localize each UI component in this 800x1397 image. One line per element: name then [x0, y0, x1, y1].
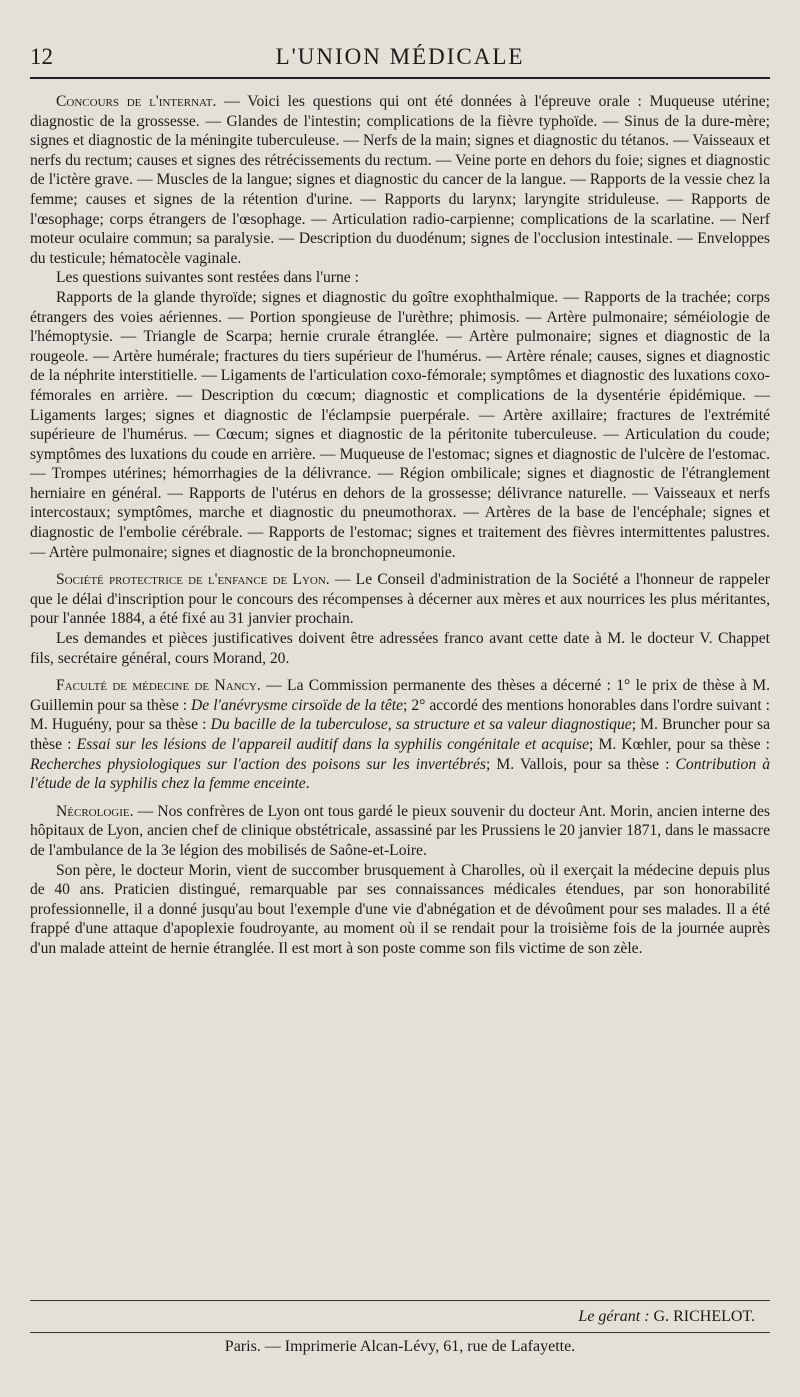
page-number: 12 — [30, 44, 53, 69]
thesis-title: De l'anévrysme cirsoïde de la tête — [191, 696, 404, 714]
paragraph-text: ; M. Vallois, pour sa thèse : — [485, 755, 676, 773]
paragraph-questions-intro: Les questions suivantes sont restées dans l'urne : — [56, 269, 359, 287]
paragraph-text: — La Commission permanente des thèses a décerné : 1° le prix de thèse à M. Guillemin pour sa thèse : — [30, 677, 771, 714]
paragraph-morin-pere: Son père, le docteur Morin, vient de succomber brusquement à Charolles, où il exerçait la médecine depuis plus de 40 ans. Praticien distingué, remarquable par ses connaissances médicales étendues, par son honorabilité professionnelle, il a donné jusqu'au bout l'exemple d'une vie d'abnégation et de dévoûment pour ses malades. Il a été frappé d'une attaque d'apoplexie foudroyante, au moment où il se rendait pour la troisième fois de la journée auprès d'un malade atteint de hernie étranglée. Il est mort à son poste comme son fils victime de son zèle. — [30, 861, 770, 957]
gerant-label: Le gérant : — [578, 1308, 650, 1325]
page-header — [30, 44, 770, 74]
footer-rule — [30, 1332, 770, 1333]
printer-imprint: Paris. — Imprimerie Alcan-Lévy, 61, rue de Lafayette. — [224, 1338, 576, 1355]
paragraph-text: ; 2° accordé des mentions honorables dans l'ordre suivant : M. Huguény, pour sa thèse : — [30, 696, 770, 734]
paragraph-concours-internat — [30, 92, 770, 268]
thesis-title: Essai sur les lésions de l'appareil auditif dans la syphilis congénitale et acquise — [76, 736, 590, 753]
gerant-name: G. RICHELOT. — [653, 1308, 755, 1325]
paragraph-demandes: Les demandes et pièces justificatives doivent être adressées franco avant cette date à M. le docteur V. Chappet fils, secrétaire général, cours Morand, 20. — [30, 630, 770, 667]
gerant-signature — [578, 1308, 755, 1326]
paragraph-text: — Nos confrères de Lyon ont tous gardé le pieux souvenir du docteur Ant. Morin, ancien interne des hôpitaux de Lyon, ancien chef de clinique obstétricale, assassiné par les Prussiens le 20 janvier 1871, dans le massacre de l'ambulance de la 3e légion des mobilisés de Saône-et-Loire. — [30, 802, 770, 859]
thesis-title: Recherches physiologiques sur l'action des poisons sur les invertébrés — [30, 755, 486, 773]
section-heading-necrologie: Nécrologie. — [56, 802, 134, 820]
paragraph-text: — Voici les questions qui ont été données à l'épreuve orale : Muqueuse utérine; diagnostic de la grossesse. — Glandes de l'intestin; complications de la fièvre typhoïde. — Sinus de la dure-mère; signes et diagnostic de la méningite tuberculeuse. — Nerfs de la main; signes et diagnostic du tétanos. — Vaisseaux et nerfs du rectum; causes et signes des rétrécissements du rectum. — Veine porte en dehors du foie; signes et diagnostic de l'ictère grave. — Muscles de la langue; signes et diagnostic du cancer de la langue. — Rapports de la vessie chez la femme; causes et signes de la rétention d'urine. — Rapports du larynx; laryngite striduleuse. — Rapports de l'œsophage; corps étrangers de l'œsophage. — Articulation radio-carpienne; complications de la scarlatine. — Nerf moteur oculaire commun; sa paralysie. — Description du duodénum; signes de l'occlusion intestinale. — Enveloppes du testicule; hématocèle vaginale. — [30, 93, 770, 267]
thesis-title: Du bacille de la tuberculose, sa structure et sa valeur diagnostique — [210, 716, 632, 734]
paragraph-remaining-questions: Rapports de la glande thyroïde; signes et diagnostic du goître exophthalmique. — Rapports de la trachée; corps étrangers des voies aériennes. — Portion spongieuse de l'urèthre; phimosis. — Artère pulmonaire; séméiologie de l'hémoptysie. — Triangle de Scarpa; hernie crurale étranglée. — Artère pulmonaire; signes et diagnostic de la rougeole. — Artère humérale; fractures du tiers supérieur de l'humérus. — Artère rénale; causes, signes et diagnostic de la néphrite interstitielle. — Ligaments de l'articulation coxo-fémorale; symptômes et diagnostic des luxations coxo-fémorales en arrière. — Description du cœcum; diagnostic et complications de la dysentérie épidémique. — Ligaments larges; signes et diagnostic de l'éclampsie puerpérale. — Artère axillaire; fractures de l'extrémité supérieure de l'humérus. — Cœcum; signes et diagnostic de la péritonite tuberculeuse. — Articulation du coude; symptômes des luxations du coude en arrière. — Muqueuse de l'estomac; signes et diagnostic de l'ulcère de l'estomac. — Trompes utérines; hémorrhagies de la délivrance. — Région ombilicale; signes et diagnostic de l'étranglement herniaire en général. — Rapports de l'utérus en dehors de la grossesse; délivrance naturelle. — Vaisseaux et nerfs intercostaux; symptômes, marche et diagnostic du pneumothorax. — Artères de la base de l'encéphale; signes et diagnostic de l'embolie cérébrale. — Rapports de l'estomac; signes et traitement des fièvres intermittentes palustres. — Artère pulmonaire; signes et diagnostic de la bronchopneumonie. — [30, 288, 770, 561]
paragraph-text: ; M. Kœhler, pour sa thèse : — [589, 736, 770, 753]
section-heading-concours: Concours de l'internat. — [56, 93, 217, 110]
section-heading-societe: Société protectrice de l'enfance de Lyon. — [56, 571, 330, 589]
paragraph-societe-protectrice — [30, 570, 770, 629]
section-heading-faculte: Faculté de médecine de Nancy. — [56, 677, 261, 695]
header-rule — [30, 77, 770, 79]
journal-title: L'UNION MÉDICALE — [275, 44, 525, 69]
paragraph-text: ; M. Bruncher pour sa thèse : — [30, 716, 770, 753]
footer-rule — [30, 1300, 770, 1301]
thesis-title: Contribution à l'étude de la syphilis chez la femme enceinte — [30, 755, 770, 793]
paragraph-faculte-nancy — [30, 676, 770, 794]
article-body — [30, 92, 770, 959]
paragraph-text: . — [305, 775, 310, 793]
paragraph-text: — Le Conseil d'administration de la Société a l'honneur de rappeler que le délai d'inscription pour le concours des récompenses à décerner aux mères et aux nourrices les plus méritantes, pour l'année 1884, a été fixé au 31 janvier prochain. — [30, 571, 771, 628]
paragraph-necrologie — [30, 802, 770, 861]
